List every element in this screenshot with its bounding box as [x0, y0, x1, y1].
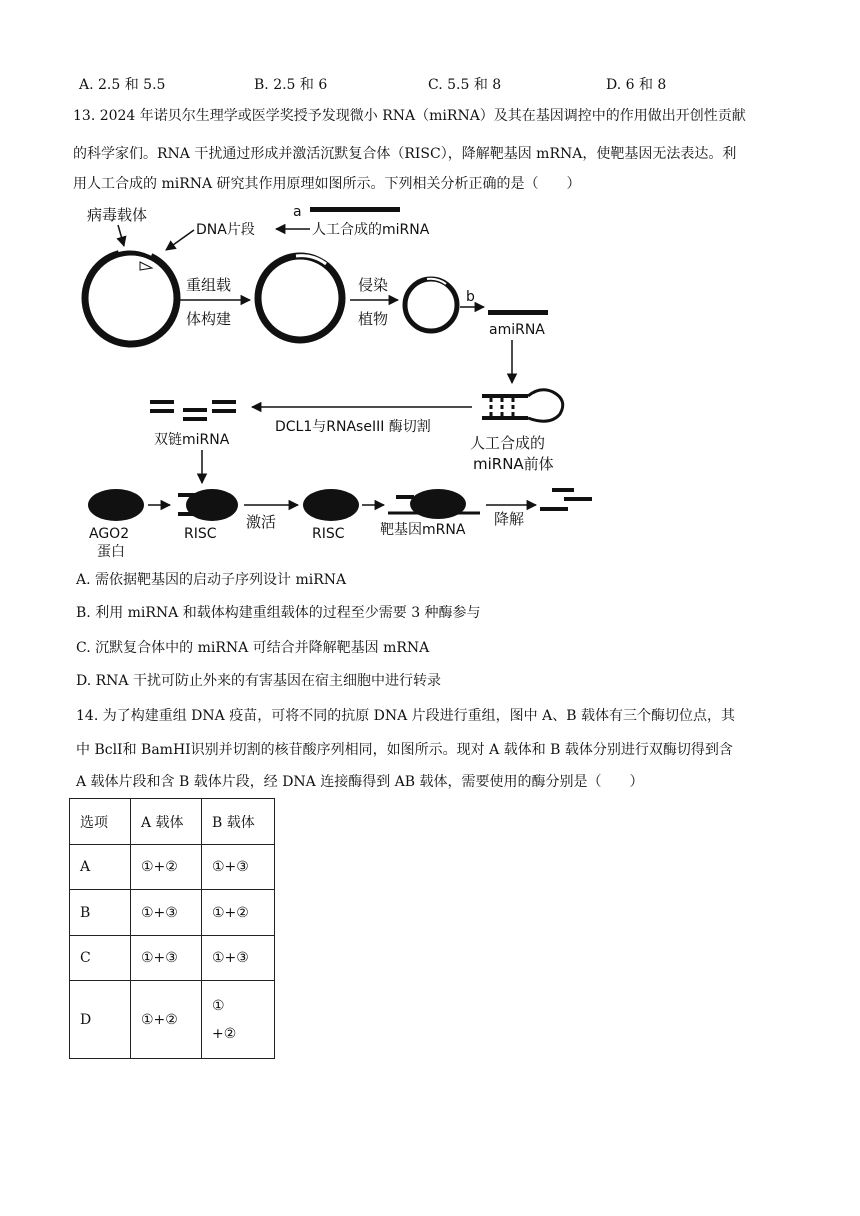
table-cell-line: ① — [212, 997, 225, 1014]
table-cell: ①+② — [202, 890, 275, 936]
risc-label-2: RISC — [312, 526, 345, 542]
table-cell: ①+② — [131, 981, 202, 1059]
degraded-fragments — [540, 488, 592, 511]
table-header-cell: 选项 — [70, 799, 131, 845]
recombinant-label-2: 体构建 — [186, 310, 232, 328]
table-cell-line: +② — [212, 1025, 237, 1042]
table-cell: ①+② — [131, 845, 202, 890]
recombinant-plasmid — [258, 256, 342, 340]
virus-vector-plasmid — [85, 252, 177, 344]
table-header-row — [70, 799, 275, 845]
amirna-bar — [488, 310, 548, 315]
table-cell — [202, 981, 275, 1059]
activate-label: 激活 — [246, 513, 277, 531]
amirna-label: amiRNA — [489, 322, 545, 338]
ago2-label-2: 蛋白 — [97, 544, 125, 560]
label-b: b — [466, 289, 475, 305]
table-row — [70, 936, 275, 981]
q14-answer-table — [69, 798, 275, 1059]
precursor-label-2: miRNA前体 — [473, 455, 554, 473]
table-cell: ①+③ — [202, 845, 275, 890]
q13-option-d: D. RNA 干扰可防止外来的有害基因在宿主细胞中进行转录 — [76, 673, 441, 689]
q13-stem-line-1: 13. 2024 年诺贝尔生理学或医学奖授予发现微小 RNA（miRNA）及其在基因调控中的作用做出开创性贡献 — [73, 108, 746, 124]
q12-option-a: A. 2.5 和 5.5 — [79, 77, 166, 93]
risc-active — [303, 489, 359, 521]
virus-vector-arrow — [118, 225, 124, 246]
table-cell: B — [70, 890, 131, 936]
mirna-diagram — [0, 0, 860, 570]
degrade-label: 降解 — [494, 510, 525, 528]
table-cell: ①+③ — [202, 936, 275, 981]
ds-mirna-symbol — [150, 400, 236, 421]
dna-fragment-label: DNA片段 — [196, 222, 255, 238]
recombinant-label-1: 重组载 — [186, 276, 232, 294]
q14-stem-line-1: 14. 为了构建重组 DNA 疫苗，可将不同的抗原 DNA 片段进行重组，图中 A、B 载体有三个酶切位点，其 — [76, 708, 735, 724]
table-cell: ①+③ — [131, 936, 202, 981]
risc-inactive — [178, 489, 238, 521]
q13-stem-line-3: 用人工合成的 miRNA 研究其作用原理如图所示。下列相关分析正确的是（ ） — [73, 176, 581, 192]
small-plasmid — [405, 279, 457, 331]
q14-stem-line-3: A 载体片段和含 B 载体片段，经 DNA 连接酶得到 AB 载体，需要使用的酶分别是（ ） — [76, 774, 644, 790]
precursor-label-1: 人工合成的 — [470, 434, 546, 452]
risc-target-complex — [388, 489, 480, 519]
table-header-cell: A 载体 — [131, 799, 202, 845]
dna-fragment-arrow — [166, 230, 194, 250]
table-cell: D — [70, 981, 131, 1059]
synthetic-mirna-bar — [310, 207, 400, 212]
mirna-precursor-hairpin — [482, 390, 563, 421]
ds-mirna-label: 双链miRNA — [154, 432, 230, 448]
q13-stem-line-2: 的科学家们。RNA 干扰通过形成并激活沉默复合体（RISC），降解靶基因 mRNA，使靶基因无法表达。利 — [73, 146, 737, 162]
ago2-protein — [88, 489, 144, 521]
infect-label-1: 侵染 — [358, 276, 389, 294]
virus-vector-label: 病毒载体 — [87, 206, 148, 224]
table-row — [70, 981, 275, 1059]
table-row — [70, 845, 275, 890]
q12-option-d: D. 6 和 8 — [606, 77, 667, 93]
infect-label-2: 植物 — [358, 310, 389, 328]
risc-label-1: RISC — [184, 526, 217, 542]
ago2-label-1: AGO2 — [89, 526, 130, 542]
q14-stem-line-2: 中 BclⅠ和 BamHⅠ识别并切割的核苷酸序列相同，如图所示。现对 A 载体和 B 载体分别进行双酶切得到含 — [76, 742, 733, 758]
q13-option-b: B. 利用 miRNA 和载体构建重组载体的过程至少需要 3 种酶参与 — [76, 605, 481, 621]
table-cell: ①+③ — [131, 890, 202, 936]
q12-option-c: C. 5.5 和 8 — [428, 77, 502, 93]
table-cell: A — [70, 845, 131, 890]
table-header-cell: B 载体 — [202, 799, 275, 845]
dcl1-label: DCL1与RNAseIII 酶切割 — [275, 419, 431, 435]
synthetic-mirna-label: 人工合成的miRNA — [312, 222, 430, 238]
table-row — [70, 890, 275, 936]
target-mrna-label: 靶基因mRNA — [380, 522, 466, 538]
table-cell: C — [70, 936, 131, 981]
label-a: a — [293, 204, 302, 220]
q13-option-a: A. 需依据靶基因的启动子序列设计 miRNA — [76, 572, 347, 588]
q13-option-c: C. 沉默复合体中的 miRNA 可结合并降解靶基因 mRNA — [76, 640, 430, 656]
q12-option-b: B. 2.5 和 6 — [254, 77, 328, 93]
